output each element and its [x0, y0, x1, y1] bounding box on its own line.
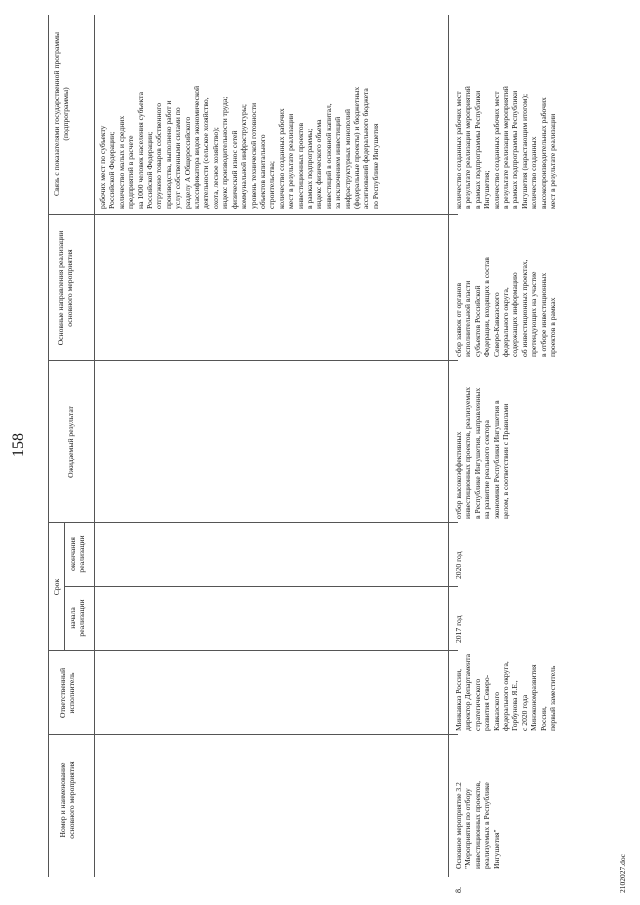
col-divider-2 — [48, 650, 458, 651]
row-start: 2017 год — [454, 615, 463, 643]
header-start: начала реализации — [68, 599, 87, 637]
row-directions: сбор заявок от органов исполнительной власти субъектов Российской Федерации, входящих в состав Северо-Кавказского федерального округа, содержащих информацию об инвестиционных проектах, претендующих на участие в отборе инвестиционных проектов в рамках — [454, 257, 558, 357]
table-top-rule — [48, 15, 49, 877]
header-term: Срок — [52, 578, 61, 596]
file-name: 2102027.doc — [618, 854, 627, 893]
row-number: 8. — [454, 887, 463, 893]
header-directions: Основные направления реализации основного мероприятия — [56, 230, 75, 346]
col-divider-4 — [48, 522, 458, 523]
header-link: Связь с показателями государственной программы (подпрограммы) — [52, 31, 71, 197]
row-end: 2020 год — [454, 551, 463, 579]
col-divider-1 — [48, 734, 458, 735]
row-name: Основное мероприятие 3.2 "Мероприятия по отбору инвестиционных проектов, реализуемых в Республике Ингушетия" — [454, 780, 501, 869]
header-executor: Ответственный исполнитель — [58, 667, 77, 719]
row-link: количество созданных рабочих мест в результате реализации мероприятий в рамках подпрограммы Республики Ингушетия; количество созданных рабочих мест в результате реализации мероприятий в рамках подпрограммы Республики Ингушетия (нарастающим итогом); количество созданных высокопроизводительных рабочих мест в результате реализации — [454, 86, 558, 209]
page-number: 158 — [10, 433, 27, 457]
col-divider-6 — [48, 214, 458, 215]
header-end: окончания реализации — [68, 535, 87, 573]
top-row-link-text: рабочих мест по субъекту Российской Федерации; количество малых и средних предприятий в расчете на 1000 человек населения субъекта Российской Федерации; отгружено товаров собственного производства, выполнено работ и услуг собственными силами по разделу A Общероссийского классификатора видов экономической деятельности (сельское хозяйство, охота, лесное хозяйство); индекс производительности труда; физический износ сетей коммунальной инфраструктуры; уровень технической готовности объектов капитального строительства; количество созданных рабочих мест в результате реализации инвестиционных проектов в рамках подпрограммы; индекс физического объема инвестиций в основной капитал, за исключением инвестиций инфраструктурных монополий (федеральные проекты) и бюджетных ассигнований федерального бюджета по Республике Ингушетия — [98, 85, 380, 209]
row-executor: Минкавказ России, директор Департамента стратегического развития Северо- Кавказского федерального округа, Горбунова Я.Е., с 2020 года Минэкономразвития России, первый заместитель — [454, 654, 558, 731]
header-bottom-rule — [94, 15, 95, 877]
row-result: отбор высокоэффективных инвестиционных проектов, реализуемых в Республике Ингушетия, направленных на развитие реального сектора экономики Республики Ингушетия в целом, в соответствии с Правилами — [454, 386, 511, 519]
term-split-rule — [64, 523, 65, 651]
header-result: Ожидаемый результат — [66, 406, 75, 478]
col-divider-5 — [48, 360, 458, 361]
top-row-bottom-rule — [448, 15, 449, 877]
header-name: Номер и наименование основного мероприятия — [58, 761, 77, 839]
col-divider-3 — [64, 586, 458, 587]
